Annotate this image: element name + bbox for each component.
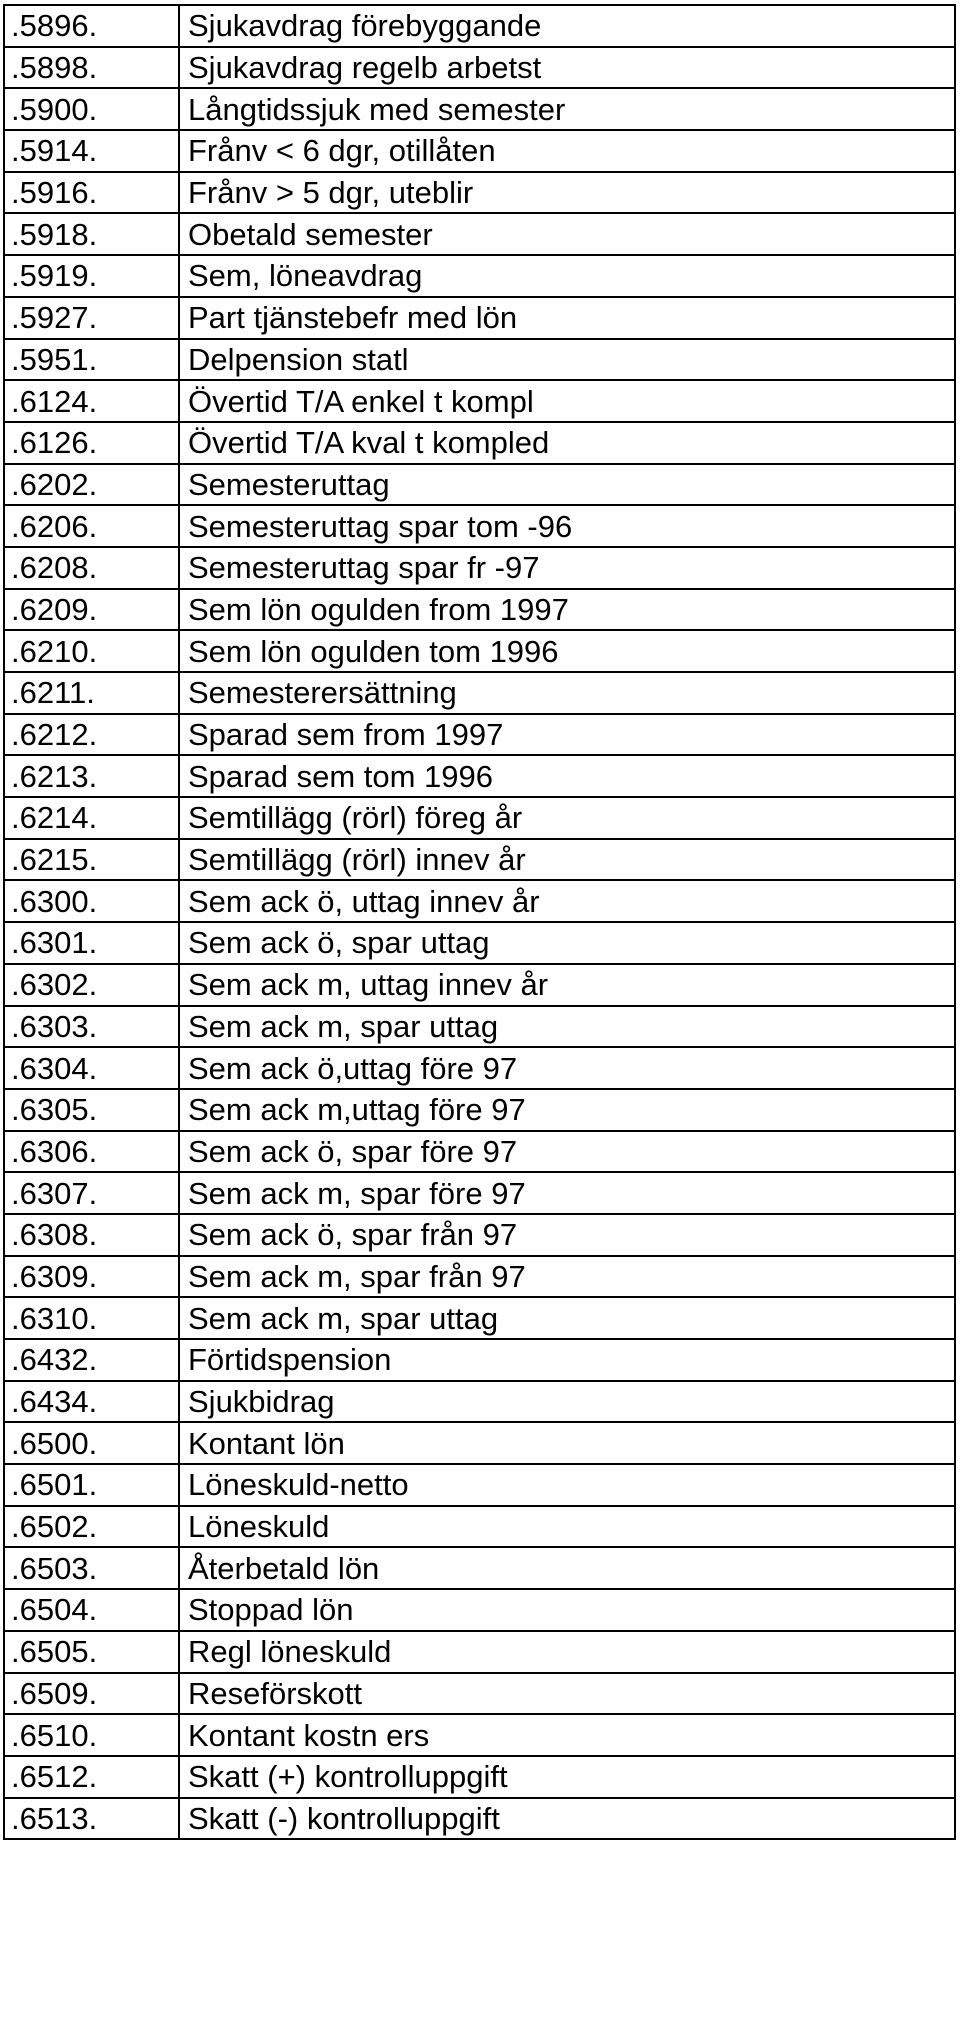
description-cell: Sem ack ö,uttag före 97 bbox=[179, 1047, 955, 1089]
description-cell: Förtidspension bbox=[179, 1339, 955, 1381]
table-row bbox=[4, 1673, 955, 1715]
table-row bbox=[4, 922, 955, 964]
description-cell: Sem ack ö, spar uttag bbox=[179, 922, 955, 964]
description-cell: Sem ack m, spar före 97 bbox=[179, 1172, 955, 1214]
table-row bbox=[4, 464, 955, 506]
description-cell: Sjukavdrag regelb arbetst bbox=[179, 47, 955, 89]
table-row bbox=[4, 213, 955, 255]
code-cell: .6214. bbox=[4, 797, 179, 839]
table-row bbox=[4, 297, 955, 339]
table-row bbox=[4, 1006, 955, 1048]
code-cell: .5927. bbox=[4, 297, 179, 339]
table-row bbox=[4, 1756, 955, 1798]
table-row bbox=[4, 1297, 955, 1339]
description-cell: Frånv > 5 dgr, uteblir bbox=[179, 172, 955, 214]
code-cell: .5918. bbox=[4, 213, 179, 255]
description-cell: Semesteruttag spar fr -97 bbox=[179, 547, 955, 589]
code-cell: .6434. bbox=[4, 1381, 179, 1423]
table-row bbox=[4, 964, 955, 1006]
code-table-body bbox=[4, 5, 955, 1839]
table-row bbox=[4, 339, 955, 381]
code-cell: .6126. bbox=[4, 422, 179, 464]
code-cell: .6206. bbox=[4, 505, 179, 547]
description-cell: Sem ack ö, spar före 97 bbox=[179, 1131, 955, 1173]
code-cell: .5951. bbox=[4, 339, 179, 381]
description-cell: Sparad sem from 1997 bbox=[179, 714, 955, 756]
table-row bbox=[4, 1631, 955, 1673]
table-row bbox=[4, 880, 955, 922]
table-row bbox=[4, 714, 955, 756]
table-row bbox=[4, 1214, 955, 1256]
table-row bbox=[4, 1589, 955, 1631]
table-row bbox=[4, 1381, 955, 1423]
table-row bbox=[4, 1464, 955, 1506]
description-cell: Återbetald lön bbox=[179, 1547, 955, 1589]
table-row bbox=[4, 380, 955, 422]
description-cell: Sem ack ö, spar från 97 bbox=[179, 1214, 955, 1256]
code-cell: .6503. bbox=[4, 1547, 179, 1589]
description-cell: Sem lön ogulden from 1997 bbox=[179, 589, 955, 631]
code-cell: .6513. bbox=[4, 1798, 179, 1840]
code-cell: .6202. bbox=[4, 464, 179, 506]
code-cell: .6432. bbox=[4, 1339, 179, 1381]
description-cell: Sem ack m, spar från 97 bbox=[179, 1256, 955, 1298]
table-row bbox=[4, 130, 955, 172]
description-cell: Part tjänstebefr med lön bbox=[179, 297, 955, 339]
code-cell: .5896. bbox=[4, 5, 179, 47]
table-row bbox=[4, 547, 955, 589]
code-cell: .6209. bbox=[4, 589, 179, 631]
description-cell: Skatt (-) kontrolluppgift bbox=[179, 1798, 955, 1840]
description-cell: Löneskuld-netto bbox=[179, 1464, 955, 1506]
description-cell: Sem ack m, spar uttag bbox=[179, 1006, 955, 1048]
description-cell: Sem, löneavdrag bbox=[179, 255, 955, 297]
code-cell: .6307. bbox=[4, 1172, 179, 1214]
table-row bbox=[4, 1131, 955, 1173]
code-cell: .6210. bbox=[4, 630, 179, 672]
description-cell: Delpension statl bbox=[179, 339, 955, 381]
code-cell: .6504. bbox=[4, 1589, 179, 1631]
code-cell: .6212. bbox=[4, 714, 179, 756]
table-row bbox=[4, 589, 955, 631]
code-cell: .6208. bbox=[4, 547, 179, 589]
description-cell: Sem ack ö, uttag innev år bbox=[179, 880, 955, 922]
code-cell: .6213. bbox=[4, 755, 179, 797]
code-cell: .6303. bbox=[4, 1006, 179, 1048]
description-cell: Övertid T/A kval t kompled bbox=[179, 422, 955, 464]
description-cell: Sem ack m,uttag före 97 bbox=[179, 1089, 955, 1131]
table-row bbox=[4, 1256, 955, 1298]
table-row bbox=[4, 1172, 955, 1214]
table-row bbox=[4, 172, 955, 214]
code-cell: .6512. bbox=[4, 1756, 179, 1798]
code-cell: .6308. bbox=[4, 1214, 179, 1256]
code-cell: .6304. bbox=[4, 1047, 179, 1089]
description-cell: Reseförskott bbox=[179, 1673, 955, 1715]
description-cell: Skatt (+) kontrolluppgift bbox=[179, 1756, 955, 1798]
table-row bbox=[4, 505, 955, 547]
description-cell: Sem ack m, uttag innev år bbox=[179, 964, 955, 1006]
code-cell: .6310. bbox=[4, 1297, 179, 1339]
description-cell: Frånv < 6 dgr, otillåten bbox=[179, 130, 955, 172]
code-cell: .5898. bbox=[4, 47, 179, 89]
description-cell: Stoppad lön bbox=[179, 1589, 955, 1631]
description-cell: Kontant kostn ers bbox=[179, 1714, 955, 1756]
table-row bbox=[4, 1798, 955, 1840]
table-row bbox=[4, 797, 955, 839]
description-cell: Övertid T/A enkel t kompl bbox=[179, 380, 955, 422]
code-cell: .6309. bbox=[4, 1256, 179, 1298]
description-cell: Regl löneskuld bbox=[179, 1631, 955, 1673]
code-cell: .6305. bbox=[4, 1089, 179, 1131]
table-row bbox=[4, 1506, 955, 1548]
table-row bbox=[4, 47, 955, 89]
description-cell: Semtillägg (rörl) innev år bbox=[179, 839, 955, 881]
code-cell: .6124. bbox=[4, 380, 179, 422]
code-cell: .5900. bbox=[4, 88, 179, 130]
code-cell: .6301. bbox=[4, 922, 179, 964]
table-row bbox=[4, 422, 955, 464]
table-row bbox=[4, 1714, 955, 1756]
table-row bbox=[4, 839, 955, 881]
description-cell: Semesteruttag spar tom -96 bbox=[179, 505, 955, 547]
code-cell: .6306. bbox=[4, 1131, 179, 1173]
code-cell: .6502. bbox=[4, 1506, 179, 1548]
table-row bbox=[4, 1422, 955, 1464]
code-cell: .5914. bbox=[4, 130, 179, 172]
code-table bbox=[3, 4, 956, 1840]
code-cell: .6501. bbox=[4, 1464, 179, 1506]
table-row bbox=[4, 755, 955, 797]
description-cell: Obetald semester bbox=[179, 213, 955, 255]
table-row bbox=[4, 1547, 955, 1589]
description-cell: Semtillägg (rörl) föreg år bbox=[179, 797, 955, 839]
code-cell: .6509. bbox=[4, 1673, 179, 1715]
description-cell: Löneskuld bbox=[179, 1506, 955, 1548]
code-cell: .6505. bbox=[4, 1631, 179, 1673]
table-row bbox=[4, 5, 955, 47]
code-cell: .5916. bbox=[4, 172, 179, 214]
description-cell: Kontant lön bbox=[179, 1422, 955, 1464]
code-cell: .6300. bbox=[4, 880, 179, 922]
description-cell: Semesteruttag bbox=[179, 464, 955, 506]
table-row bbox=[4, 1089, 955, 1131]
code-cell: .6510. bbox=[4, 1714, 179, 1756]
code-cell: .6500. bbox=[4, 1422, 179, 1464]
code-cell: .6302. bbox=[4, 964, 179, 1006]
table-row bbox=[4, 88, 955, 130]
description-cell: Sparad sem tom 1996 bbox=[179, 755, 955, 797]
description-cell: Sem lön ogulden tom 1996 bbox=[179, 630, 955, 672]
description-cell: Sjukbidrag bbox=[179, 1381, 955, 1423]
table-row bbox=[4, 1047, 955, 1089]
description-cell: Sem ack m, spar uttag bbox=[179, 1297, 955, 1339]
description-cell: Långtidssjuk med semester bbox=[179, 88, 955, 130]
description-cell: Semesterersättning bbox=[179, 672, 955, 714]
description-cell: Sjukavdrag förebyggande bbox=[179, 5, 955, 47]
code-cell: .5919. bbox=[4, 255, 179, 297]
table-row bbox=[4, 630, 955, 672]
code-cell: .6215. bbox=[4, 839, 179, 881]
table-row bbox=[4, 255, 955, 297]
table-row bbox=[4, 1339, 955, 1381]
code-cell: .6211. bbox=[4, 672, 179, 714]
table-row bbox=[4, 672, 955, 714]
